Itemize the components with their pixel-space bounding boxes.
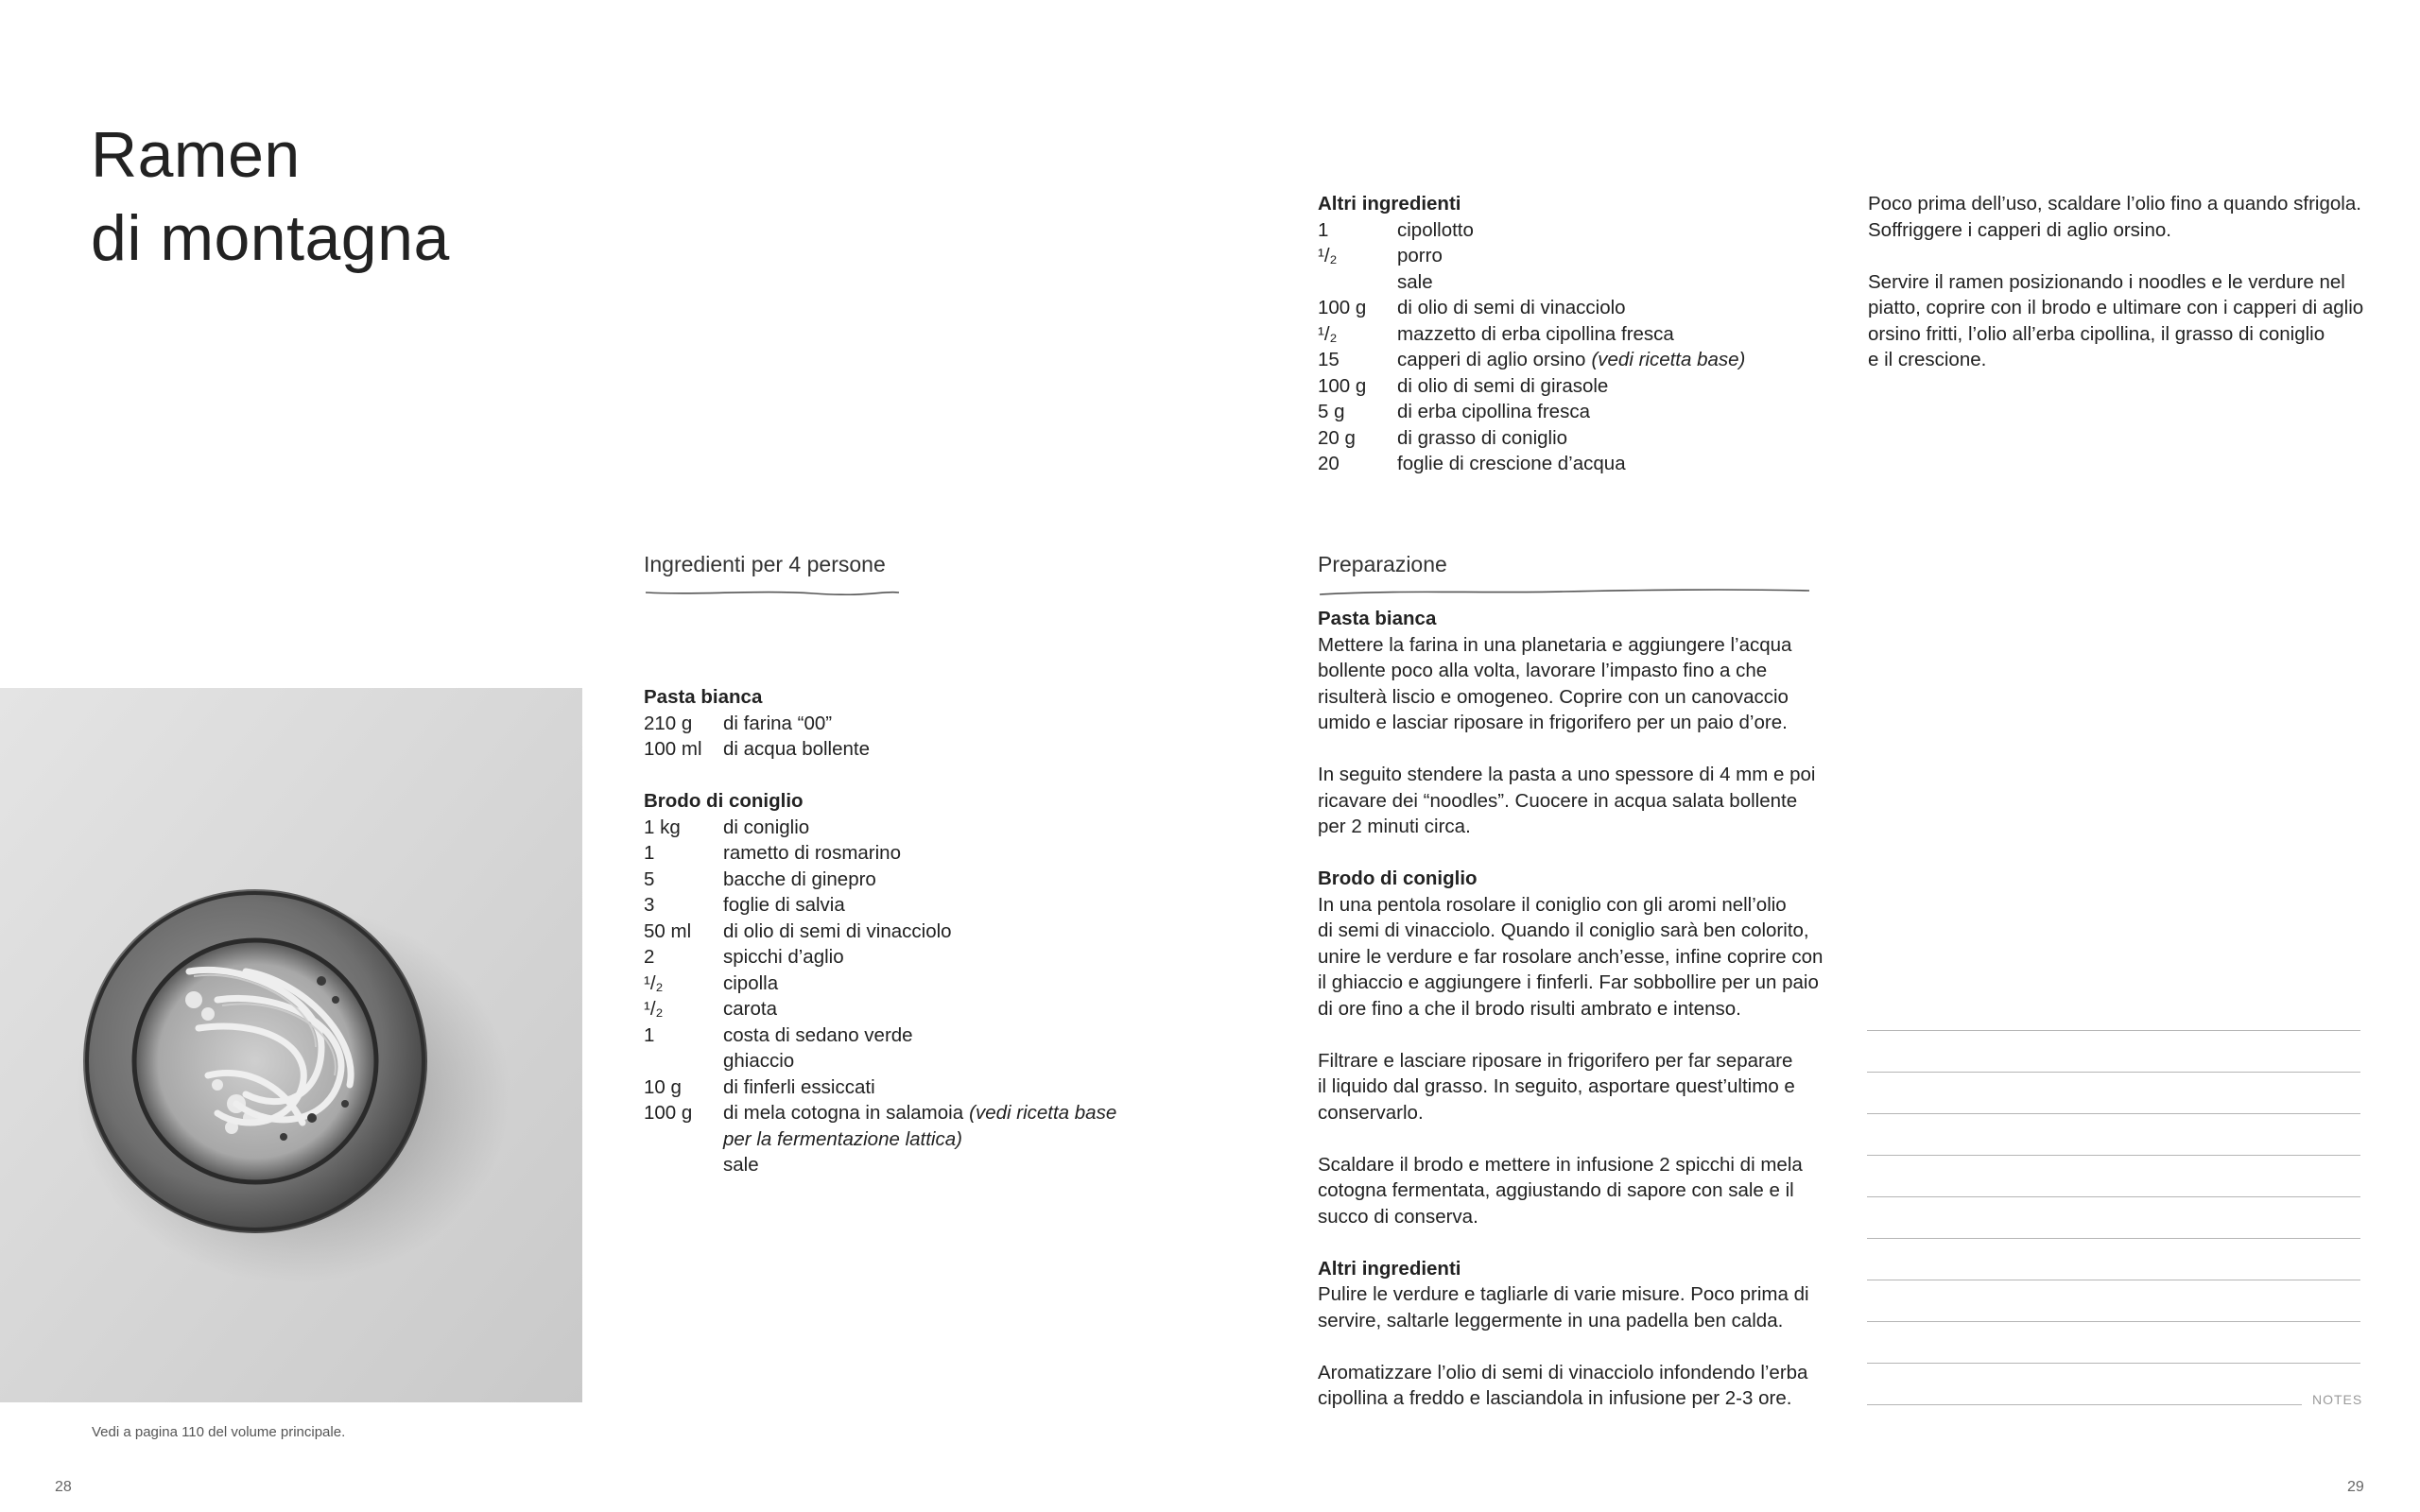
ingredient-description: di erba cipollina fresca bbox=[1397, 401, 1590, 422]
text-line: In seguito stendere la pasta a uno spessore di 4 mm e poi bbox=[1318, 764, 1816, 785]
note-line bbox=[1867, 1030, 2360, 1031]
ingredient-quantity: 10 g bbox=[644, 1075, 682, 1098]
text-line: e il crescione. bbox=[1868, 349, 1987, 370]
serving-paragraph-1 bbox=[1868, 191, 2363, 243]
ingredient-row bbox=[1318, 321, 1745, 348]
ingredient-row bbox=[644, 1126, 1116, 1153]
ingredient-description: carota bbox=[723, 998, 777, 1020]
text-line: ricavare dei “noodles”. Cuocere in acqua salata bollente bbox=[1318, 789, 1798, 812]
text-line: orsino fritti, l’olio all’erba cipollina, il grasso di coniglio bbox=[1868, 322, 2325, 345]
text-line: In una pentola rosolare il coniglio con gli aromi nell’olio bbox=[1318, 893, 1787, 916]
prep-pasta-title: Pasta bianca bbox=[1318, 608, 1437, 629]
text-line: unire le verdure e far rosolare anch’esse, infine coprire con bbox=[1318, 945, 1824, 968]
ingredient-description: di farina “00” bbox=[723, 712, 833, 734]
ingredient-quantity: 3 bbox=[644, 894, 655, 916]
ingredient-description: spicchi d’aglio bbox=[723, 946, 844, 968]
ingredient-quantity: 100 ml bbox=[644, 738, 702, 760]
preparation-text bbox=[1318, 606, 1847, 1437]
ingredient-description: di olio di semi di girasole bbox=[1397, 374, 1609, 397]
text-line: Servire il ramen posizionando i noodles e le verdure nel bbox=[1868, 270, 2345, 293]
ingredient-row bbox=[644, 971, 1116, 997]
prep-pasta-p1 bbox=[1318, 632, 1847, 736]
ingredient-description: di mela cotogna in salamoia bbox=[723, 1102, 964, 1124]
ingredient-note: (vedi ricetta base) bbox=[1591, 349, 1746, 370]
ingredient-row bbox=[644, 1048, 1116, 1074]
ingredient-row bbox=[644, 892, 1116, 919]
ingredient-quantity: 5 bbox=[644, 868, 655, 890]
ingredient-quantity bbox=[1318, 269, 1397, 296]
text-line: di ore fino a che il brodo risulti ambrato e intenso. bbox=[1318, 997, 1741, 1020]
ingredient-row bbox=[1318, 269, 1745, 296]
text-line: umido e lasciar riposare in frigorifero per un paio d’ore. bbox=[1318, 712, 1788, 733]
ingredient-description: bacche di ginepro bbox=[723, 868, 876, 890]
ingredient-row bbox=[644, 996, 1116, 1022]
ingredient-quantity: 100 g bbox=[644, 1102, 693, 1124]
text-line: succo di conserva. bbox=[1318, 1205, 1478, 1228]
ingredient-quantity: 2 bbox=[644, 946, 655, 968]
ingredient-row bbox=[644, 1074, 1116, 1101]
ingredient-row bbox=[1318, 425, 1745, 452]
ingredient-row bbox=[644, 711, 1116, 737]
ingredient-description: mazzetto di erba cipollina fresca bbox=[1397, 322, 1674, 345]
ingredient-description: di finferli essiccati bbox=[723, 1075, 875, 1098]
text-line: cipollina a freddo e lasciandola in infusione per 2-3 ore. bbox=[1318, 1387, 1792, 1409]
ingredient-quantity: 5 g bbox=[1318, 401, 1345, 422]
ingredient-row bbox=[644, 1152, 1116, 1178]
ingredient-description: ghiaccio bbox=[723, 1050, 795, 1072]
ingredient-quantity: 100 g bbox=[1318, 297, 1367, 318]
ingredient-description: cipolla bbox=[723, 971, 779, 994]
ingredient-quantity: 20 bbox=[1318, 453, 1340, 474]
pasta-bianca-title: Pasta bianca bbox=[644, 686, 763, 708]
photo-caption: Vedi a pagina 110 del volume principale. bbox=[92, 1424, 346, 1440]
text-line: Aromatizzare l’olio di semi di vinacciolo infondendo l’erba bbox=[1318, 1361, 1808, 1383]
text-line: servire, saltarle leggermente in una padella ben calda. bbox=[1318, 1309, 1784, 1332]
ingredient-description: foglie di crescione d’acqua bbox=[1397, 453, 1626, 474]
ingredient-note: (vedi ricetta base bbox=[969, 1102, 1117, 1124]
note-line bbox=[1867, 1113, 2360, 1114]
text-line: piatto, coprire con il brodo e ultimare con i capperi di aglio bbox=[1868, 297, 2364, 318]
ingredient-row bbox=[644, 736, 1116, 763]
ingredient-quantity bbox=[644, 1048, 723, 1074]
ingredient-row bbox=[644, 815, 1116, 841]
ingredient-description: costa di sedano verde bbox=[723, 1023, 913, 1046]
text-line: il liquido dal grasso. In seguito, asportare quest’ultimo e bbox=[1318, 1075, 1795, 1097]
ingredient-quantity: 1 bbox=[1318, 218, 1329, 241]
preparation-underline bbox=[1318, 586, 1811, 597]
ingredient-row bbox=[644, 944, 1116, 971]
ingredient-description: porro bbox=[1397, 245, 1443, 266]
note-line bbox=[1867, 1196, 2360, 1197]
ingredient-description: capperi di aglio orsino bbox=[1397, 349, 1586, 370]
prep-brodo-p3 bbox=[1318, 1152, 1847, 1230]
recipe-title bbox=[91, 113, 450, 280]
ingredient-row bbox=[1318, 217, 1745, 244]
ingredient-quantity bbox=[644, 1152, 723, 1178]
ingredient-row bbox=[1318, 399, 1745, 425]
ingredient-description: sale bbox=[723, 1154, 759, 1176]
title-line-2: di montagna bbox=[91, 202, 450, 274]
ramen-bowl-photo bbox=[0, 688, 582, 1402]
serving-text bbox=[1868, 191, 2363, 399]
text-line: per 2 minuti circa. bbox=[1318, 816, 1471, 837]
ingredient-quantity: 100 g bbox=[1318, 374, 1367, 397]
ingredient-description: sale bbox=[1397, 270, 1433, 293]
prep-brodo-title: Brodo di coniglio bbox=[1318, 868, 1478, 889]
ingredients-heading-label: Ingredienti per 4 persone bbox=[644, 552, 886, 576]
ingredient-row bbox=[1318, 295, 1745, 321]
ingredient-quantity: ¹/₂ bbox=[644, 998, 664, 1020]
text-line: cotogna fermentata, aggiustando di sapore con sale e il bbox=[1318, 1179, 1794, 1201]
text-line: Mettere la farina in una planetaria e aggiungere l’acqua bbox=[1318, 633, 1792, 656]
ingredient-quantity: ¹/₂ bbox=[1318, 245, 1338, 266]
note-line bbox=[1867, 1404, 2302, 1405]
text-line: conservarlo. bbox=[1318, 1101, 1424, 1124]
text-line: Scaldare il brodo e mettere in infusione 2 spicchi di mela bbox=[1318, 1153, 1803, 1176]
ingredient-row bbox=[644, 1022, 1116, 1049]
preparation-heading bbox=[1318, 552, 1447, 577]
ingredient-description: di acqua bollente bbox=[723, 738, 871, 760]
ingredient-description: rametto di rosmarino bbox=[723, 842, 901, 864]
ingredient-quantity: 15 bbox=[1318, 349, 1340, 370]
text-line: Filtrare e lasciare riposare in frigorifero per far separare bbox=[1318, 1049, 1793, 1072]
note-line bbox=[1867, 1072, 2360, 1073]
text-line: risulterà liscio e omogeneo. Coprire con un canovaccio bbox=[1318, 685, 1789, 708]
ingredient-row bbox=[1318, 373, 1745, 400]
ingredient-row bbox=[644, 1100, 1116, 1126]
ingredient-description: di coniglio bbox=[723, 816, 810, 838]
note-line bbox=[1867, 1238, 2360, 1239]
ingredient-row bbox=[1318, 347, 1745, 373]
brodo-title: Brodo di coniglio bbox=[644, 790, 804, 812]
prep-altri-p2 bbox=[1318, 1360, 1847, 1412]
ingredient-row bbox=[1318, 243, 1745, 269]
ingredient-row bbox=[1318, 451, 1745, 477]
text-line: bollente poco alla volta, lavorare l’impasto fino a che bbox=[1318, 660, 1768, 681]
ingredient-description: di grasso di coniglio bbox=[1397, 426, 1568, 449]
ingredient-row bbox=[644, 919, 1116, 945]
ramen-bowl-illustration bbox=[0, 688, 582, 1402]
ingredient-quantity: ¹/₂ bbox=[1318, 322, 1338, 345]
ingredient-quantity: 50 ml bbox=[644, 919, 692, 942]
ingredient-quantity bbox=[644, 1126, 723, 1153]
ingredient-quantity: ¹/₂ bbox=[644, 971, 664, 994]
ingredients-lists bbox=[644, 684, 1116, 1178]
text-line: di semi di vinacciolo. Quando il coniglio sarà ben colorito, bbox=[1318, 919, 1809, 941]
ingredients-underline bbox=[644, 588, 901, 597]
note-line bbox=[1867, 1321, 2360, 1322]
serving-paragraph-2 bbox=[1868, 269, 2363, 373]
ingredient-note: per la fermentazione lattica) bbox=[723, 1127, 962, 1150]
note-line bbox=[1867, 1363, 2360, 1364]
title-line-1: Ramen bbox=[91, 119, 301, 191]
ingredient-quantity: 210 g bbox=[644, 712, 693, 734]
page-number-right: 29 bbox=[2347, 1479, 2364, 1495]
ingredient-description: di olio di semi di vinacciolo bbox=[1397, 297, 1626, 318]
ingredient-description: di olio di semi di vinacciolo bbox=[723, 919, 952, 942]
altri-ingredienti-title: Altri ingredienti bbox=[1318, 193, 1461, 215]
text-line: Pulire le verdure e tagliarle di varie misure. Poco prima di bbox=[1318, 1283, 1809, 1305]
text-line: il ghiaccio e aggiungere i finferli. Far sobbollire per un paio bbox=[1318, 971, 1819, 993]
altri-ingredienti-list bbox=[1318, 191, 1745, 477]
prep-brodo-p2 bbox=[1318, 1048, 1847, 1126]
ingredient-row bbox=[644, 867, 1116, 893]
prep-altri-p1 bbox=[1318, 1281, 1847, 1333]
ingredient-quantity: 1 bbox=[644, 1023, 655, 1046]
text-line: Poco prima dell’uso, scaldare l’olio fino a quando sfrigola. bbox=[1868, 193, 2361, 215]
ingredients-heading bbox=[644, 552, 886, 577]
preparation-heading-label: Preparazione bbox=[1318, 552, 1447, 576]
prep-pasta-p2 bbox=[1318, 762, 1847, 840]
prep-brodo-p1 bbox=[1318, 892, 1847, 1022]
note-line bbox=[1867, 1155, 2360, 1156]
ingredient-quantity: 1 kg bbox=[644, 816, 681, 838]
prep-altri-title: Altri ingredienti bbox=[1318, 1257, 1461, 1280]
notes-label: NOTES bbox=[2312, 1392, 2363, 1407]
ingredient-quantity: 20 g bbox=[1318, 426, 1356, 449]
text-line: Soffriggere i capperi di aglio orsino. bbox=[1868, 218, 2171, 241]
ingredient-quantity: 1 bbox=[644, 842, 655, 864]
page-number-left: 28 bbox=[55, 1479, 72, 1495]
ingredient-description: cipollotto bbox=[1397, 218, 1474, 241]
ingredient-description: foglie di salvia bbox=[723, 894, 845, 916]
ingredient-row bbox=[644, 840, 1116, 867]
